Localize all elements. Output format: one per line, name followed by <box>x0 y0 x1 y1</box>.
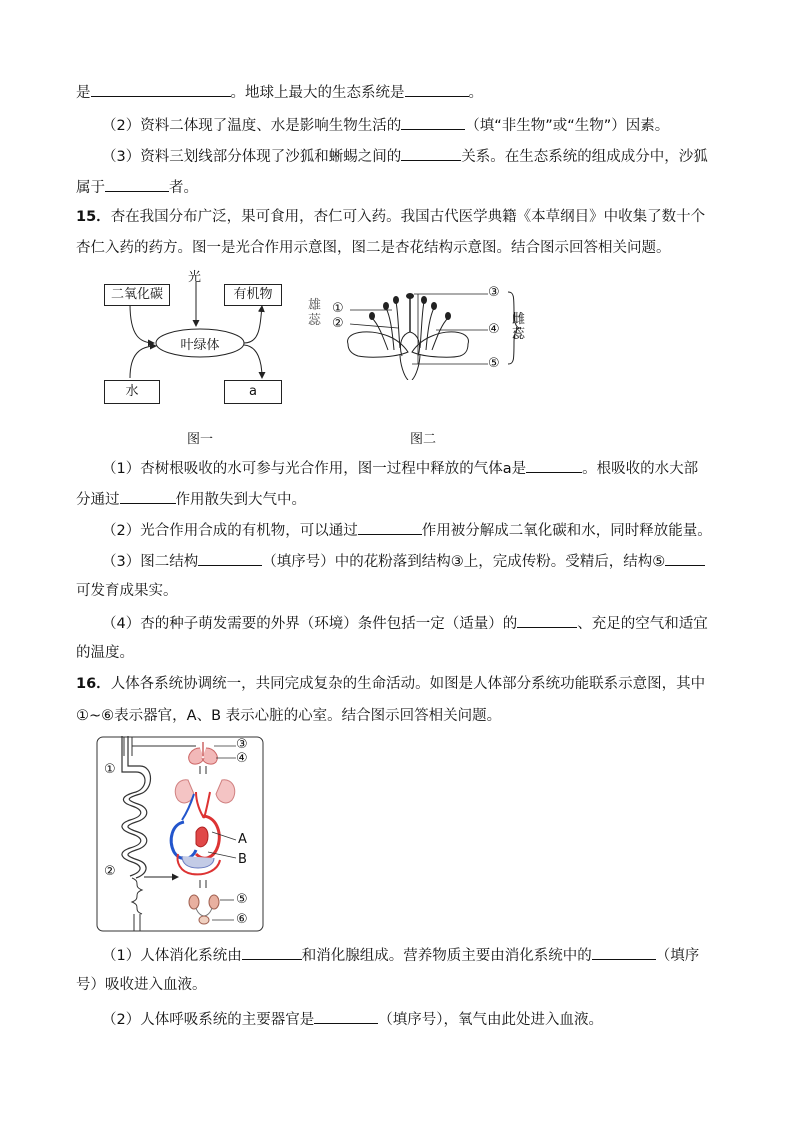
text: （4）杏的种子萌发需要的外界（环境）条件包括一定（适量）的 <box>102 616 518 632</box>
chloroplast-label: 叶绿体 <box>180 338 220 353</box>
text: （填序 <box>655 948 700 964</box>
text: ①~⑥表示器官，A、B 表示心脏的心室。结合图示回答相关问题。 <box>76 708 502 724</box>
answer-blank[interactable] <box>314 1008 378 1024</box>
organ-2-label: ② <box>104 864 116 879</box>
answer-blank[interactable] <box>401 114 465 130</box>
label-5: ⑤ <box>488 356 500 371</box>
q14-line1 <box>76 81 483 103</box>
text: （填“非生物”或“生物”）因素。 <box>465 118 670 134</box>
answer-blank[interactable] <box>517 612 577 628</box>
answer-blank[interactable] <box>526 457 582 473</box>
figure2-caption: 图二 <box>410 432 437 447</box>
q16-sub1b <box>76 975 207 995</box>
text: 。 <box>468 85 483 101</box>
text: （3）图二结构 <box>102 554 199 570</box>
organ-5-label: ⑤ <box>236 892 248 907</box>
q15-sub1b <box>76 488 306 510</box>
q14-line3 <box>102 145 708 167</box>
text: （填序号），氧气由此处进入血液。 <box>378 1012 603 1028</box>
question-number: 15． <box>76 209 111 225</box>
q15-sub3b <box>76 581 178 601</box>
q15-sub4b <box>76 643 134 663</box>
pistil-label: 雌蕊 <box>512 312 526 342</box>
text: （填序号）中的花粉落到结构③上，完成传粉。受精后，结构⑤ <box>262 554 666 570</box>
answer-blank[interactable] <box>405 81 469 97</box>
organic-matter-box: 有机物 <box>224 284 282 306</box>
q16-stem2 <box>76 706 501 726</box>
q15-sub3a <box>102 550 705 572</box>
question-number: 16． <box>76 676 111 692</box>
answer-blank[interactable] <box>120 488 176 504</box>
text: 杏仁入药的药方。图一是光合作用示意图，图二是杏花结构示意图。结合图示回答相关问题。 <box>76 240 671 256</box>
answer-blank[interactable] <box>242 944 302 960</box>
q14-line2 <box>102 114 669 136</box>
organ-1-label: ① <box>104 762 116 777</box>
q15-stem2 <box>76 238 671 258</box>
apricot-flower-diagram <box>308 284 530 380</box>
text: （3）资料三划线部分体现了沙狐和蜥蜴之间的 <box>102 149 402 165</box>
gas-a-box: a <box>224 380 282 404</box>
text: 者。 <box>169 180 198 196</box>
organ-6-label: ⑥ <box>236 912 248 927</box>
text: （2）资料二体现了温度、水是影响生物生活的 <box>102 118 402 134</box>
text: （2）人体呼吸系统的主要器官是 <box>102 1012 315 1028</box>
answer-blank[interactable] <box>198 550 262 566</box>
text: （1）人体消化系统由 <box>102 948 242 964</box>
answer-blank[interactable] <box>91 81 231 97</box>
ventricle-a-label: A <box>238 832 247 847</box>
label-4: ④ <box>488 322 500 337</box>
q16-sub2 <box>102 1008 603 1030</box>
q15-sub1a <box>102 457 698 479</box>
label-1: ① <box>332 301 344 316</box>
water-box: 水 <box>104 380 160 404</box>
organ-4-label: ④ <box>236 751 248 766</box>
co2-box: 二氧化碳 <box>104 284 170 306</box>
text: 属于 <box>76 180 105 196</box>
ventricle-b-label: B <box>238 852 247 867</box>
figure1-caption: 图一 <box>187 432 214 447</box>
answer-blank[interactable] <box>358 519 422 535</box>
text: 。地球上最大的生态系统是 <box>230 85 405 101</box>
q15-stem1 <box>76 207 705 227</box>
q16-sub1a <box>102 944 699 966</box>
text: 作用散失到大气中。 <box>175 492 306 508</box>
text: 是 <box>76 85 91 101</box>
label-2: ② <box>332 316 344 331</box>
organ-3-label: ③ <box>236 737 248 752</box>
answer-blank[interactable] <box>592 944 656 960</box>
label-3: ③ <box>488 285 500 300</box>
text: 人体各系统协调统一，共同完成复杂的生命活动。如图是人体部分系统功能联系示意图，其中 <box>110 676 706 692</box>
q14-line4 <box>76 176 198 198</box>
stamen-label: 雄蕊 <box>308 298 322 328</box>
q15-sub2 <box>102 519 712 541</box>
text: 和消化腺组成。营养物质主要由消化系统中的 <box>301 948 592 964</box>
q16-stem1 <box>76 674 705 694</box>
text: 、充足的空气和适宜 <box>577 616 708 632</box>
text: 号）吸收进入血液。 <box>76 977 207 993</box>
text: 的温度。 <box>76 645 134 661</box>
q15-sub4a <box>102 612 708 634</box>
light-label: 光 <box>188 270 202 285</box>
text: （2）光合作用合成的有机物，可以通过 <box>102 523 358 539</box>
answer-blank[interactable] <box>105 176 169 192</box>
text: （1）杏树根吸收的水可参与光合作用，图一过程中释放的气体a是 <box>102 461 527 477</box>
text: 作用被分解成二氧化碳和水，同时释放能量。 <box>421 523 712 539</box>
answer-blank[interactable] <box>401 145 461 161</box>
text: 。根吸收的水大部 <box>582 461 699 477</box>
text: 关系。在生态系统的组成成分中，沙狐 <box>461 149 708 165</box>
answer-blank[interactable] <box>665 550 705 566</box>
text: 可发育成果实。 <box>76 583 178 599</box>
photosynthesis-diagram <box>100 266 290 416</box>
text: 分通过 <box>76 492 120 508</box>
text: 杏在我国分布广泛，果可食用，杏仁可入药。我国古代医学典籍《本草纲目》中收集了数十个 <box>110 209 706 225</box>
human-systems-diagram <box>96 736 264 932</box>
